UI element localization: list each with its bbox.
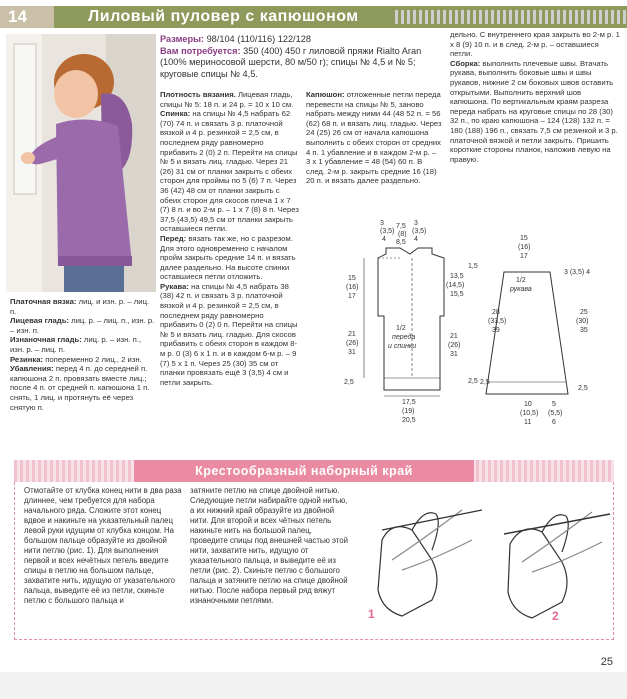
- mid-dim-2: (14,5): [446, 282, 465, 289]
- instruction-paragraph: Спинка: на спицы № 4,5 набрать 62 (70) 74 п. и связать 3 р. платочной вязкой и 4 р. резинкой = 2,5 см, в последнем ряду равномерно прибавить 2 (0) 2 п. Перейти на спицы № 5 и вязать лиц. гладью. Через 21 (26) 31 см от планки закрыть с обеих сторон для проймы по 5 (6) 7 п. Через 36 (42) 48 см от планки закрыть с обеих сторон для скосов плеча 1 х 7 (7) 8 п. и во 2-м р. – 1 х 7 (8) 8 п. Через 37,5 (43,5) 49,5 см от планки закрыть оставшиеся петли.: [160, 109, 299, 234]
- sleeve-left-dim-3: 39: [492, 327, 500, 334]
- cast-on-section-header: [14, 460, 614, 482]
- pattern-item: Изнаночная гладь: лиц. р. – изн. п., изн. р. – лиц. п.: [10, 335, 142, 354]
- body-label-1: 1/2: [396, 325, 406, 332]
- instructions-column-4: [450, 30, 620, 164]
- top-dim-4: 7,5: [396, 223, 406, 230]
- top-dim-9: 4: [414, 236, 418, 243]
- instruction-paragraph: дельно. С внутреннего края закрыть во 2-м р. 1 х 8 (9) 10 п. и в след. 2-м р. – оставшиеся петли.: [450, 30, 620, 59]
- sleeve-top-dim-1: 15: [520, 235, 528, 242]
- left-dim-1: 15: [348, 275, 356, 282]
- materials-value: 350 (400) 450 г лиловой пряжи Rialto Aran (100% мериносовой шерсти, 80 м/50 г); спицы № 4,5 и № 5; круговые спицы № 4,5.: [160, 45, 422, 79]
- top-dim-1: 3: [380, 220, 384, 227]
- left-dim-5: (26): [346, 340, 359, 347]
- cast-on-text-1: Отмотайте от клубка конец нити в два раза длиннее, чем требуется для набора начального ряда. Сложите этот конец вдвое и накиньте на указательный палец левой руки идущим от клубка концом. На большом пальце образуйте из двойной нити петлю (рис. 1). Для выполнения первой и всех нечётных петель введите спицы в петлю на большом пальце, захватите нить, идущую от указательного пальца, выведите её из петли, скиньте петлю с большого пальца и: [24, 486, 182, 605]
- requirements-block: [160, 34, 430, 80]
- fig-1-number: 1: [368, 607, 375, 621]
- illustration-fig-2: [490, 500, 615, 626]
- mid-dim-3: 15,5: [450, 291, 464, 298]
- page-number-bottom: 25: [600, 656, 613, 668]
- top-dim-8: (3,5): [412, 228, 427, 235]
- illustration-fig-1: [362, 500, 487, 626]
- left-dim-6: 31: [348, 349, 356, 356]
- left-dim-2: (16): [346, 284, 359, 291]
- sleeve-right-dim-1: 25: [580, 309, 588, 316]
- bottom-dim-2: (19): [402, 408, 415, 415]
- fig-2-number: 2: [552, 609, 559, 623]
- sleeve-small-dim-3: 10: [524, 401, 532, 408]
- top-dim-3: 4: [382, 236, 386, 243]
- decorative-stripes: [395, 10, 627, 24]
- patterns-column: [10, 297, 156, 412]
- cast-on-heading: Крестообразный наборный край: [134, 460, 474, 482]
- instruction-paragraph: Сборка: выполнить плечевые швы. Втачать рукава, выполнить боковые швы и швы рукавов, нижние 2 см боковых швов оставить открытыми. Выполнить верхний шов капюшона. По вертикальным краям разреза переда набрать на круговые спицы по 28 (30) 32 п., по краю капюшона – 124 (128) 132 п. = 180 (188) 196 п., связать 7,5 см резинкой и 3 р. платочной вязкой и петли закрыть. Пришить короткие стороны планок, наложив левую на правую.: [450, 58, 618, 164]
- materials-label: Вам потребуется:: [160, 45, 241, 56]
- mid-right-dim-1: 1,5: [468, 263, 478, 270]
- sleeve-small-dim-5: 11: [524, 419, 532, 426]
- sleeve-label-1: 1/2: [516, 277, 526, 284]
- pattern-item: Лицевая гладь: лиц. р. – лиц. п., изн. р. – изн. п.: [10, 316, 155, 335]
- pattern-item: Платочная вязка: лиц. и изн. р. – лиц. п.: [10, 297, 150, 316]
- sleeve-small-dim-8: 6: [552, 419, 556, 426]
- photo-child-in-sweater: [6, 34, 156, 292]
- body-outline: [378, 248, 444, 390]
- pattern-item: Резинка: попеременно 2 лиц., 2 изн.: [10, 354, 142, 364]
- mid-dim-4: 21: [450, 333, 458, 340]
- mid-right-dim-2: 2,5: [468, 378, 478, 385]
- sleeve-small-dim-1: 2,5: [480, 379, 490, 386]
- sleeve-label-2: рукава: [510, 286, 532, 293]
- bottom-dim-1: 17,5: [402, 399, 416, 406]
- body-label-3: и спинки: [388, 343, 417, 350]
- footer-band: [0, 672, 627, 699]
- sleeve-left-dim-1: 28: [492, 309, 500, 316]
- top-dim-2: (3,5): [380, 228, 395, 235]
- garment-schematic: [340, 218, 622, 450]
- sleeve-small-dim-6: 5: [552, 401, 556, 408]
- instruction-paragraph: Плотность вязания. Лицевая гладь, спицы № 5: 18 п. и 24 р. = 10 х 10 см.: [160, 90, 294, 109]
- sleeve-right-dim-2: (30): [576, 318, 589, 325]
- top-dim-6: 8,5: [396, 239, 406, 246]
- mid-dim-1: 13,5: [450, 273, 464, 280]
- instructions-column-2: [160, 90, 300, 387]
- sleeve-small-dim-2: 2,5: [578, 385, 588, 392]
- instruction-paragraph: Перед: вязать так же, но с разрезом. Для этого одновременно с началом пройм закрыть средние 14 п. и вязать далее раздельно. На высоте спинки оставшиеся петли отложить.: [160, 233, 296, 282]
- body-label-2: переда: [392, 334, 416, 341]
- sleeve-top-dim-3: 17: [520, 253, 528, 260]
- bottom-dim-3: 20,5: [402, 417, 416, 424]
- top-dim-7: 3: [414, 220, 418, 227]
- sizes-label: Размеры:: [160, 34, 204, 44]
- page-number-top: 14: [0, 6, 54, 28]
- mid-dim-5: (26): [448, 342, 461, 349]
- left-dim-4: 21: [348, 331, 356, 338]
- sleeve-small-dim-4: (10,5): [520, 410, 539, 417]
- sleeve-left-dim-2: (33,5): [488, 318, 507, 325]
- sleeve-small-dim-7: (5,5): [548, 410, 563, 417]
- mid-dim-6: 31: [450, 351, 458, 358]
- page-title: Лиловый пуловер с капюшоном: [88, 8, 359, 25]
- pattern-item: Убавления: перед 4 п. до середней п. капюшона 2 п. провязать вместе лиц.; после 4 п. от средней п. капюшона 1 п. снять, 1 лиц. и протянуть её через снятую п.: [10, 364, 150, 412]
- sleeve-top-dim-2: (16): [518, 244, 531, 251]
- instruction-paragraph: Капюшон: отложенные петли переда перевести на спицы № 5, заново набрать между ними 44 (48 52 п. = 56 (62) 68 п. и вязать лиц. гладью. Через 24 (25) 26 см от начала капюшона выполнить с обеих сторон от средних 4 п. 1 убавление и в каждом 2-м р. – 3 х 1 убавление = 48 (54) 60 п. В след. 2-м р. закрыть средние 16 (18) 20 п. и вязать далее раздельно.: [306, 90, 442, 186]
- instruction-paragraph: Рукава: на спицы № 4,5 набрать 38 (38) 42 п. и связать 3 р. платочной вязкой и 4 р. резинкой = 2,5 см, в последнем ряду равномерно прибавить 0 (2) 0 п. Перейти на спицы № 5 и вязать лиц. гладью. Для скосов прибавить с обеих сторон в каждом 8-м р. 0 (3) 6 х 1 п. и в каждом 6-м р. – 9 (7) 5 х 1 п. Через 25 (30) 35 см от планки провязать ещё 3 (3,5) 4 см и петли закрыть.: [160, 281, 298, 387]
- top-dim-5: (8): [398, 231, 407, 238]
- sleeve-right-top-dim: 3 (3,5) 4: [564, 269, 591, 276]
- sleeve-right-dim-3: 35: [580, 327, 588, 334]
- left-dim-3: 17: [348, 293, 356, 300]
- cast-on-text-2: затяните петлю на спице двойной нитью. Следующие петли набирайте одной нитью, а их нижний край образуйте из двойной нити. Для второй и всех чётных петель накиньте нить на большой палец, проведите спицы под внешней частью этой нити, захватите нить, идущую от указательного пальца, и выведите её из петли (рис. 2). Скиньте петлю с большого пальца и затяните петлю на спице двойной нитью. После набора первый ряд вяжут изнаночными петлями.: [190, 486, 348, 605]
- left-dim-7: 2,5: [344, 379, 354, 386]
- instructions-column-3: [306, 90, 442, 186]
- sizes-value: 98/104 (110/116) 122/128: [206, 34, 311, 44]
